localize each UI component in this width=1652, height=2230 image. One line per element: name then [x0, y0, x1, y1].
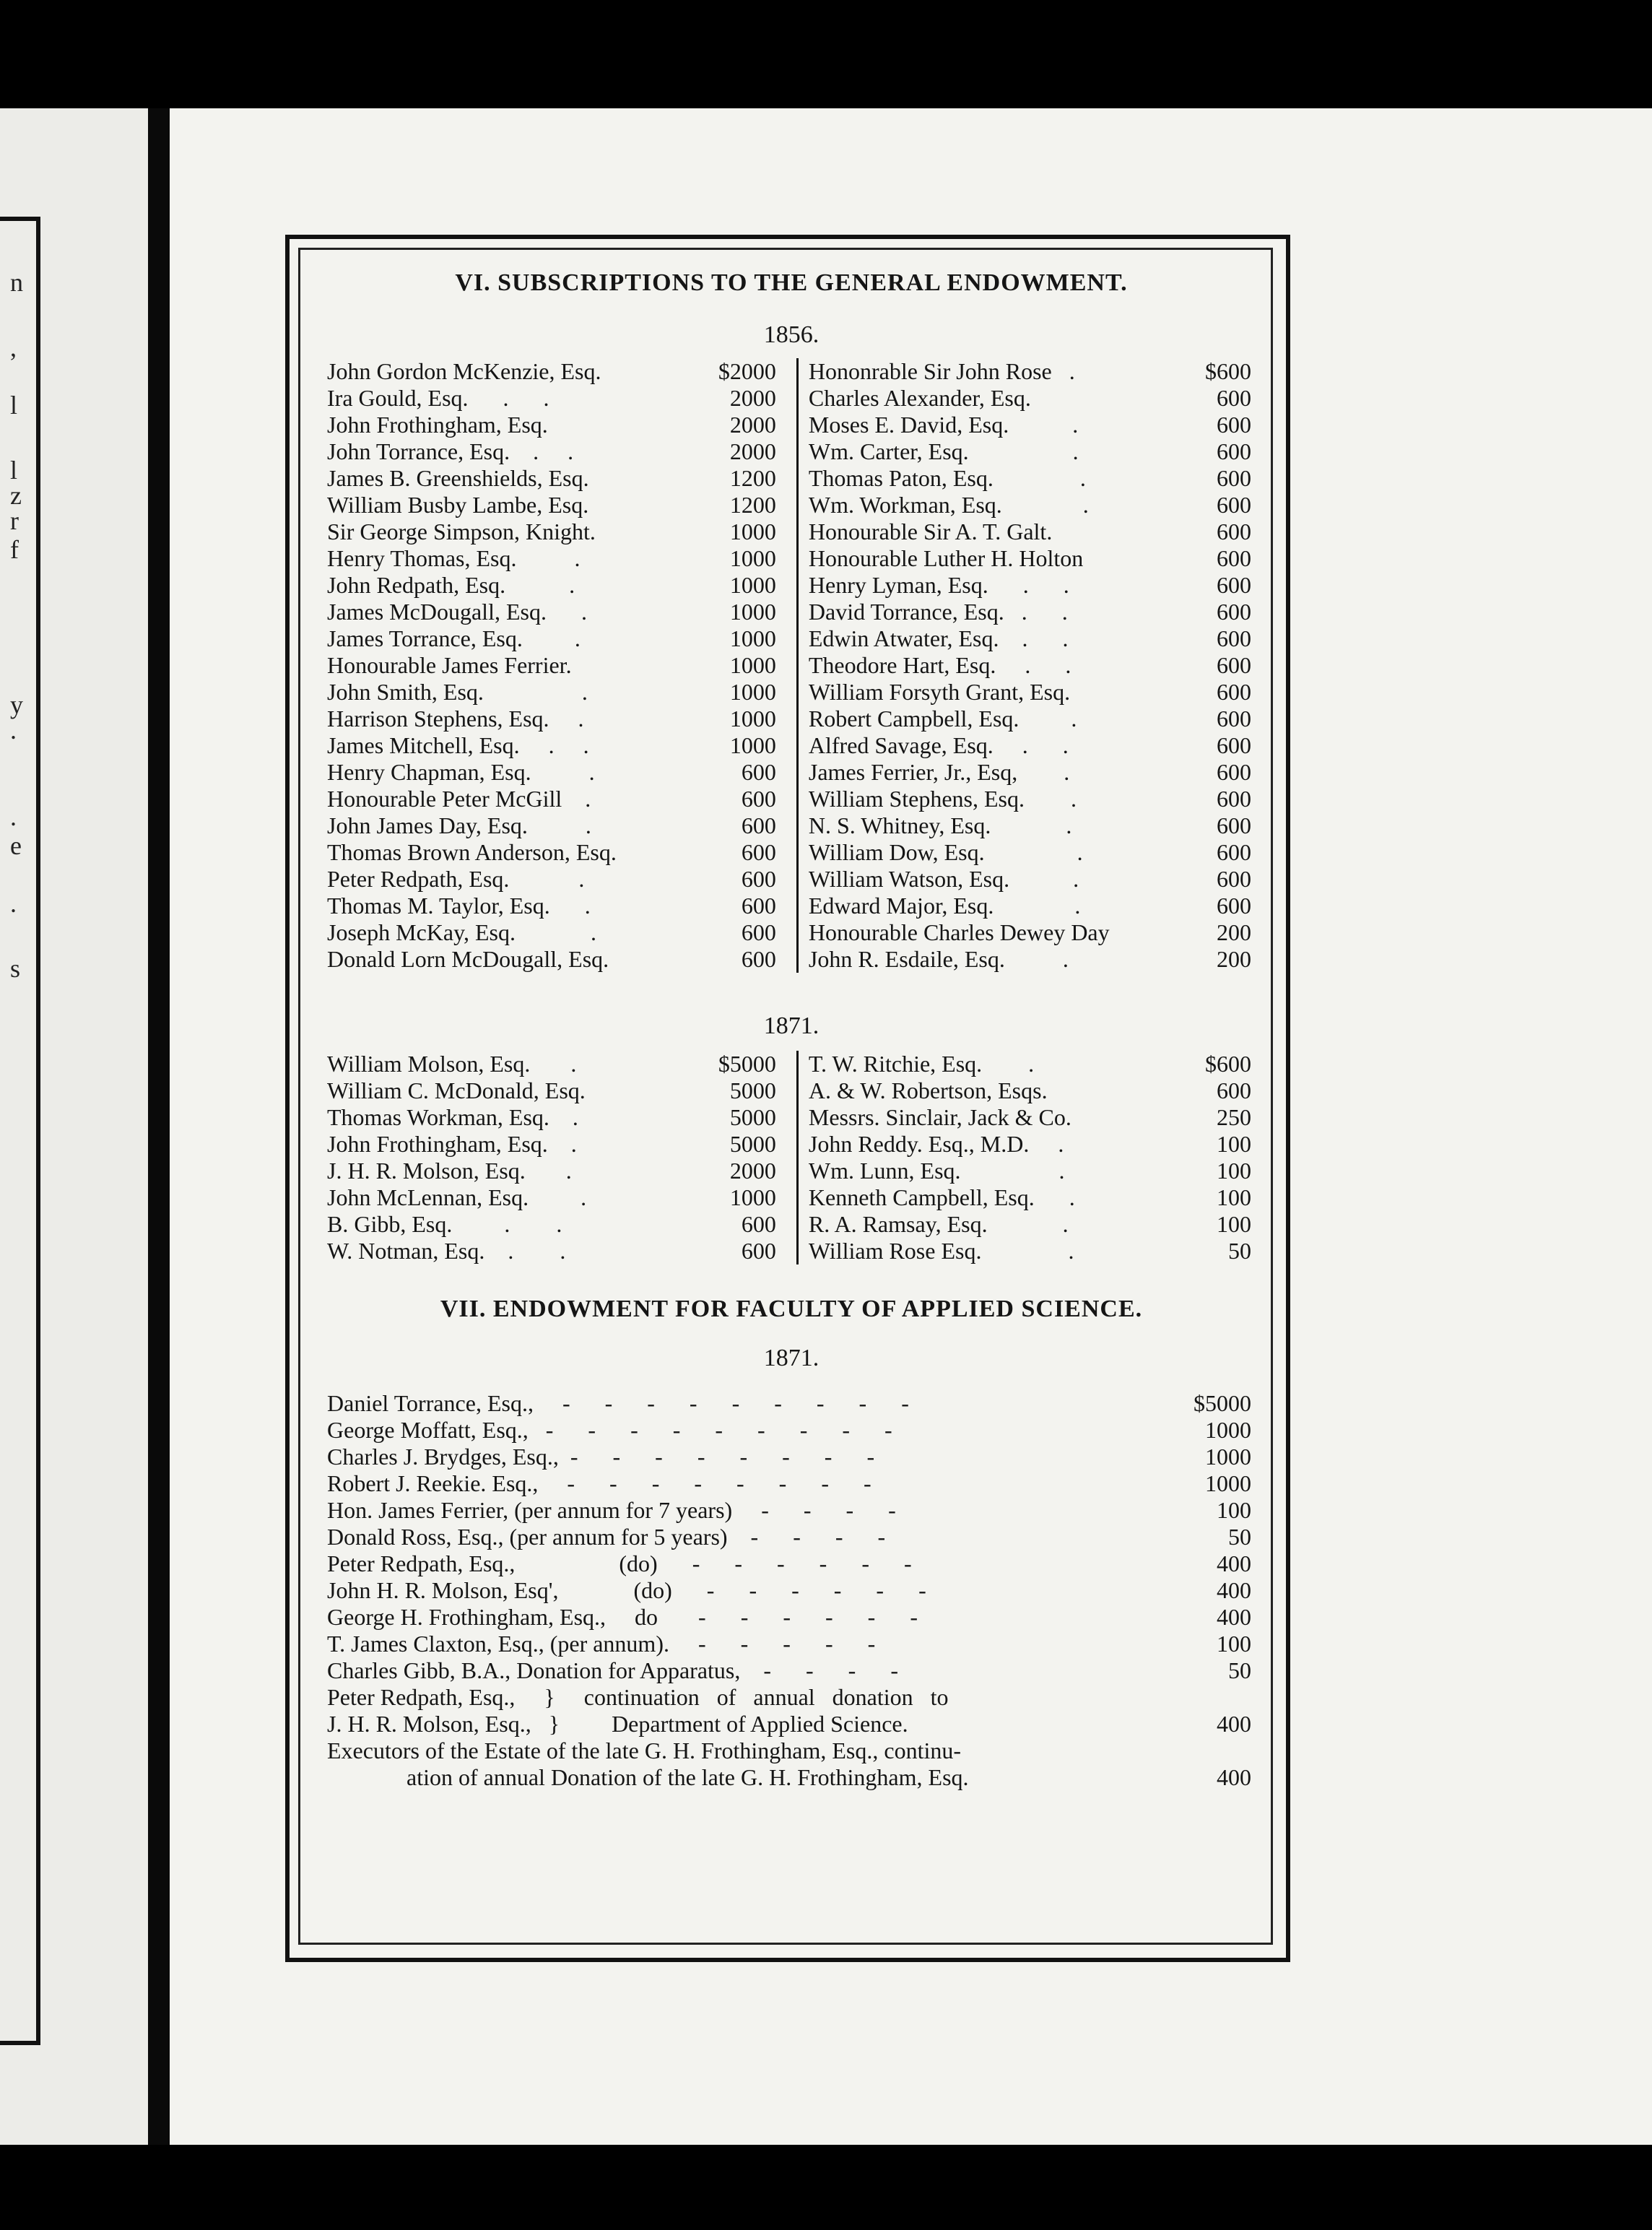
list-item — [809, 706, 1251, 732]
subscription-amount: 1000 — [1205, 1417, 1251, 1443]
list-item — [327, 732, 786, 759]
applied-science-endowment-list — [327, 1390, 1256, 1791]
subscriber-name: J. H. R. Molson, Esq. . — [327, 1158, 572, 1184]
subscription-amount: 1000 — [729, 519, 776, 545]
subscription-amount: 1200 — [729, 465, 776, 491]
subscription-amount: 600 — [1217, 679, 1251, 705]
list-item — [809, 438, 1251, 465]
subscription-amount: 1000 — [729, 625, 776, 651]
subscription-amount: 100 — [1217, 1158, 1251, 1184]
subscription-amount: 600 — [741, 812, 776, 838]
list-item — [327, 893, 786, 919]
subscriber-name: Honourable Charles Dewey Day — [808, 919, 1110, 945]
list-item — [809, 412, 1251, 438]
subscriber-name: William Stephens, Esq. . — [808, 786, 1077, 812]
subscription-amount: 600 — [741, 893, 776, 919]
subscriber-name: John H. R. Molson, Esq', (do) - - - - - - — [327, 1577, 926, 1603]
subscription-amount: 100 — [1217, 1497, 1251, 1523]
subscriber-name: Peter Redpath, Esq., (do) - - - - - - — [327, 1550, 912, 1576]
subscriber-name: John Redpath, Esq. . — [327, 572, 575, 598]
subscriber-name: Moses E. David, Esq. . — [808, 412, 1079, 438]
subscription-amount: 200 — [1217, 919, 1251, 945]
subscriber-name: George Moffatt, Esq., - - - - - - - - - — [327, 1417, 892, 1443]
subscription-amount: 600 — [741, 786, 776, 812]
list-item — [327, 545, 786, 572]
list-item — [809, 1158, 1251, 1184]
subscriber-name: John Frothingham, Esq. — [327, 412, 548, 438]
margin-mark: . — [10, 802, 17, 831]
year-heading: 1856. — [763, 321, 820, 348]
margin-mark: . — [10, 889, 17, 918]
subscription-amount: $600 — [1205, 358, 1251, 384]
list-item — [327, 919, 786, 946]
subscriber-name: Edwin Atwater, Esq. . . — [808, 625, 1069, 651]
list-item — [327, 1184, 786, 1211]
list-item — [327, 866, 786, 893]
list-item — [809, 679, 1251, 706]
subscription-amount: 2000 — [729, 438, 776, 464]
subscriptions-1856-right — [796, 358, 1256, 973]
subscriber-name: W. Notman, Esq. . . — [327, 1238, 566, 1264]
list-item — [327, 1390, 1251, 1417]
margin-mark: n — [10, 268, 23, 297]
list-item — [809, 866, 1251, 893]
subscription-amount: 600 — [1217, 572, 1251, 598]
subscription-amount: 1000 — [729, 732, 776, 758]
list-item — [809, 732, 1251, 759]
subscriber-name: Daniel Torrance, Esq., - - - - - - - - - — [327, 1390, 909, 1416]
list-item — [809, 1051, 1251, 1077]
list-item — [327, 519, 786, 545]
subscription-amount: 1000 — [729, 679, 776, 705]
margin-mark: l — [10, 456, 18, 485]
list-item — [327, 1577, 1251, 1604]
subscription-amount: 400 — [1217, 1550, 1251, 1576]
list-item — [327, 679, 786, 706]
year-heading: 1871. — [763, 1345, 820, 1371]
subscriber-name: Alfred Savage, Esq. . . — [808, 732, 1069, 758]
list-item — [327, 1444, 1251, 1470]
list-item — [327, 572, 786, 599]
subscription-amount: 600 — [1217, 465, 1251, 491]
subscriber-name: Honourable Luther H. Holton — [808, 545, 1084, 571]
subscription-amount: 600 — [741, 919, 776, 945]
subscription-amount: 600 — [1217, 732, 1251, 758]
subscriber-name: Charles Alexander, Esq. — [808, 385, 1031, 411]
list-item — [327, 385, 786, 412]
subscriber-name: George H. Frothingham, Esq., do - - - - - - — [327, 1604, 918, 1630]
list-item — [327, 1631, 1251, 1657]
subscription-amount: 100 — [1217, 1631, 1251, 1657]
subscription-amount: 1000 — [1205, 1444, 1251, 1470]
subscription-amount: 250 — [1217, 1104, 1251, 1130]
subscription-amount: 400 — [1217, 1711, 1251, 1737]
subscriber-name: William Dow, Esq. . — [808, 839, 1083, 865]
subscription-amount: $600 — [1205, 1051, 1251, 1077]
subscription-amount: 2000 — [729, 385, 776, 411]
subscriber-name: Thomas M. Taylor, Esq. . — [327, 893, 591, 919]
subscription-amount: 600 — [1217, 812, 1251, 838]
subscriber-name: James B. Greenshields, Esq. — [327, 465, 589, 491]
subscriber-name: T. James Claxton, Esq., (per annum). - - - - - — [327, 1631, 876, 1657]
subscriber-name: William Rose Esq. . — [808, 1238, 1074, 1264]
list-item — [327, 1417, 1251, 1444]
subscriber-name: J. H. R. Molson, Esq., } Department of Applied Science. — [327, 1711, 908, 1737]
subscription-amount: 600 — [1217, 893, 1251, 919]
list-item — [809, 545, 1251, 572]
list-item — [327, 1497, 1251, 1524]
subscription-amount: $2000 — [718, 358, 776, 384]
subscriber-name: Donald Lorn McDougall, Esq. — [327, 946, 609, 972]
list-item — [327, 946, 786, 973]
list-item — [327, 1657, 1251, 1684]
subscriber-name: John McLennan, Esq. . — [327, 1184, 587, 1210]
subscription-amount: 100 — [1217, 1131, 1251, 1157]
subscription-amount: 600 — [1217, 652, 1251, 678]
subscriber-name: Henry Lyman, Esq. . . — [808, 572, 1069, 598]
list-item — [327, 759, 786, 786]
page-gutter — [148, 108, 170, 2145]
list-item — [809, 1238, 1251, 1264]
subscription-amount: 2000 — [729, 1158, 776, 1184]
subscriber-name: Executors of the Estate of the late G. H. Frothingham, Esq., continu- — [327, 1737, 962, 1763]
subscription-amount: 600 — [741, 759, 776, 785]
subscription-amount: $5000 — [1194, 1390, 1251, 1416]
margin-mark: r — [10, 506, 19, 535]
list-item — [809, 625, 1251, 652]
subscriber-name: Charles J. Brydges, Esq., - - - - - - - - — [327, 1444, 875, 1470]
list-item — [809, 1211, 1251, 1238]
list-item — [327, 1550, 1251, 1577]
subscriber-name: Theodore Hart, Esq. . . — [808, 652, 1071, 678]
subscriptions-1871-left — [327, 1051, 796, 1264]
subscription-amount: $5000 — [718, 1051, 776, 1077]
subscriber-name: Peter Redpath, Esq., } continuation of annual donation to — [327, 1684, 949, 1710]
subscription-amount: 600 — [741, 1238, 776, 1264]
subscription-amount: 600 — [1217, 492, 1251, 518]
subscriber-name: Donald Ross, Esq., (per annum for 5 years) - - - - — [327, 1524, 886, 1550]
subscriber-name: James McDougall, Esq. . — [327, 599, 587, 625]
subscriber-name: N. S. Whitney, Esq. . — [808, 812, 1072, 838]
subscription-amount: 1000 — [1205, 1470, 1251, 1496]
subscription-amount: 1000 — [729, 545, 776, 571]
list-item — [327, 1131, 786, 1158]
subscriber-name: T. W. Ritchie, Esq. . — [808, 1051, 1035, 1077]
list-item — [327, 625, 786, 652]
list-item — [809, 919, 1251, 946]
subscriber-name: William Molson, Esq. . — [327, 1051, 577, 1077]
subscriber-name: Thomas Paton, Esq. . — [808, 465, 1086, 491]
list-item — [327, 438, 786, 465]
subscription-amount: 600 — [741, 866, 776, 892]
list-item — [809, 759, 1251, 786]
subscriber-name: Wm. Workman, Esq. . — [808, 492, 1089, 518]
section-heading: VI. SUBSCRIPTIONS TO THE GENERAL ENDOWMENT. — [455, 269, 1128, 296]
subscription-amount: 400 — [1217, 1577, 1251, 1603]
subscriber-name: John Reddy. Esq., M.D. . — [808, 1131, 1064, 1157]
list-item — [809, 385, 1251, 412]
list-item — [327, 1077, 786, 1104]
subscription-amount: 600 — [741, 839, 776, 865]
subscription-amount: 600 — [1217, 759, 1251, 785]
list-item — [327, 652, 786, 679]
list-item — [809, 812, 1251, 839]
subscriber-name: Honourable James Ferrier. — [327, 652, 572, 678]
subscription-amount: 1000 — [729, 652, 776, 678]
subscription-amount — [1188, 1684, 1251, 1711]
subscriber-name: Wm. Carter, Esq. . — [808, 438, 1079, 464]
subscriber-name: William Forsyth Grant, Esq. — [808, 679, 1071, 705]
subscriber-name: Honourable Sir A. T. Galt. — [808, 519, 1053, 545]
subscriber-name: John Frothingham, Esq. . — [327, 1131, 577, 1157]
list-item — [809, 1104, 1251, 1131]
subscription-amount: 600 — [1217, 866, 1251, 892]
subscriber-name: Wm. Lunn, Esq. . — [808, 1158, 1065, 1184]
list-item — [809, 1077, 1251, 1104]
subscription-amount: 600 — [1217, 519, 1251, 545]
subscriber-name: Honourable Peter McGill . — [327, 786, 591, 812]
subscriber-name: Edward Major, Esq. . — [808, 893, 1081, 919]
subscription-amount: 600 — [1217, 412, 1251, 438]
list-item — [327, 1158, 786, 1184]
subscriber-name: William C. McDonald, Esq. — [327, 1077, 586, 1103]
subscription-amount: 5000 — [729, 1131, 776, 1157]
list-item — [327, 812, 786, 839]
subscription-amount: 2000 — [729, 412, 776, 438]
subscriptions-1856-left — [327, 358, 796, 973]
margin-mark: , — [10, 333, 17, 362]
subscription-amount: 600 — [1217, 625, 1251, 651]
subscription-amount: 600 — [741, 946, 776, 972]
subscription-amount: 100 — [1217, 1211, 1251, 1237]
subscriber-name: Harrison Stephens, Esq. . — [327, 706, 584, 732]
list-item — [327, 1211, 786, 1238]
subscriber-name: Robert J. Reekie. Esq., - - - - - - - - — [327, 1470, 871, 1496]
subscriber-name: Hon. James Ferrier, (per annum for 7 years) - - - - — [327, 1497, 896, 1523]
list-item — [809, 358, 1251, 385]
subscriber-name: Charles Gibb, B.A., Donation for Apparatus, - - - - — [327, 1657, 898, 1683]
subscription-amount: 600 — [1217, 385, 1251, 411]
subscription-amount: 1000 — [729, 572, 776, 598]
subscriber-name: Joseph McKay, Esq. . — [327, 919, 596, 945]
subscriber-name: John James Day, Esq. . — [327, 812, 591, 838]
subscription-amount: 1000 — [729, 706, 776, 732]
margin-mark: y — [10, 690, 23, 719]
list-item — [327, 1524, 1251, 1550]
subscription-amount: 600 — [1217, 839, 1251, 865]
subscriber-name: Thomas Brown Anderson, Esq. — [327, 839, 617, 865]
subscription-amount: 1000 — [729, 599, 776, 625]
list-item — [327, 1604, 1251, 1631]
subscription-amount: 600 — [741, 1211, 776, 1237]
list-item — [809, 839, 1251, 866]
page-content — [327, 246, 1256, 1791]
subscription-amount: 600 — [1217, 1077, 1251, 1103]
list-item — [327, 465, 786, 492]
subscription-amount: 600 — [1217, 786, 1251, 812]
list-item — [327, 599, 786, 625]
subscription-amount: 600 — [1217, 706, 1251, 732]
list-item — [327, 786, 786, 812]
subscription-amount: 100 — [1217, 1184, 1251, 1210]
subscription-amount: 1200 — [729, 492, 776, 518]
list-item — [327, 358, 786, 385]
subscription-amount — [1188, 1737, 1251, 1764]
list-item — [327, 1737, 1251, 1764]
list-item — [809, 652, 1251, 679]
subscriber-name: A. & W. Robertson, Esqs. — [808, 1077, 1048, 1103]
subscription-amount: 400 — [1217, 1604, 1251, 1630]
list-item — [327, 492, 786, 519]
subscriber-name: R. A. Ramsay, Esq. . — [808, 1211, 1069, 1237]
subscriptions-1856 — [327, 358, 1256, 973]
subscriber-name: Messrs. Sinclair, Jack & Co. — [808, 1104, 1071, 1130]
list-item — [327, 1051, 786, 1077]
section-heading: VII. ENDOWMENT FOR FACULTY OF APPLIED SCIENCE. — [440, 1296, 1143, 1322]
list-item — [327, 839, 786, 866]
subscriber-name: John Smith, Esq. . — [327, 679, 588, 705]
subscriber-name: John Torrance, Esq. . . — [327, 438, 574, 464]
subscriber-name: Henry Thomas, Esq. . — [327, 545, 581, 571]
subscriber-name: Peter Redpath, Esq. . — [327, 866, 585, 892]
list-item — [809, 1131, 1251, 1158]
subscriber-name: ation of annual Donation of the late G. H. Frothingham, Esq. — [407, 1764, 969, 1790]
subscription-amount: 50 — [1228, 1657, 1251, 1683]
subscription-amount: 600 — [1217, 438, 1251, 464]
list-item — [809, 1184, 1251, 1211]
subscriptions-1871-right — [796, 1051, 1256, 1264]
subscriptions-1871 — [327, 1051, 1256, 1264]
subscriber-name: B. Gibb, Esq. . . — [327, 1211, 562, 1237]
subscriber-name: John Gordon McKenzie, Esq. — [327, 358, 601, 384]
list-item — [327, 1711, 1251, 1737]
subscriber-name: Robert Campbell, Esq. . — [808, 706, 1077, 732]
subscriber-name: Kenneth Campbell, Esq. . — [808, 1184, 1075, 1210]
subscriber-name: Hononrable Sir John Rose . — [808, 358, 1075, 384]
subscriber-name: David Torrance, Esq. . . — [808, 599, 1068, 625]
list-item — [327, 1104, 786, 1131]
subscription-amount: 50 — [1228, 1238, 1251, 1264]
list-item — [327, 1764, 1251, 1791]
subscriber-name: Henry Chapman, Esq. . — [327, 759, 595, 785]
left-page-edge — [0, 108, 148, 2145]
year-heading: 1871. — [763, 1012, 820, 1039]
subscription-amount: 50 — [1228, 1524, 1251, 1550]
subscription-amount: 5000 — [729, 1077, 776, 1103]
margin-mark: f — [10, 535, 19, 564]
margin-mark: . — [10, 716, 17, 745]
subscription-amount: 1000 — [729, 1184, 776, 1210]
list-item — [809, 599, 1251, 625]
list-item — [327, 1238, 786, 1264]
list-item — [809, 465, 1251, 492]
margin-mark: s — [10, 954, 21, 983]
subscriber-name: Thomas Workman, Esq. . — [327, 1104, 578, 1130]
subscription-amount: 5000 — [729, 1104, 776, 1130]
subscriber-name: William Watson, Esq. . — [808, 866, 1079, 892]
subscriber-name: Sir George Simpson, Knight. — [327, 519, 596, 545]
list-item — [809, 519, 1251, 545]
list-item — [809, 946, 1251, 973]
subscriber-name: William Busby Lambe, Esq. — [327, 492, 589, 518]
subscription-amount: 400 — [1217, 1764, 1251, 1790]
subscriber-name: James Torrance, Esq. . — [327, 625, 581, 651]
subscription-amount: 600 — [1217, 545, 1251, 571]
margin-mark: e — [10, 831, 22, 860]
subscriber-name: James Mitchell, Esq. . . — [327, 732, 589, 758]
subscription-amount: 200 — [1217, 946, 1251, 972]
list-item — [809, 893, 1251, 919]
list-item — [327, 1684, 1251, 1711]
document-page — [170, 108, 1652, 2145]
subscription-amount: 600 — [1217, 599, 1251, 625]
list-item — [327, 412, 786, 438]
margin-mark: l — [10, 391, 18, 420]
margin-mark: z — [10, 481, 22, 510]
subscriber-name: Ira Gould, Esq. . . — [327, 385, 549, 411]
list-item — [327, 1470, 1251, 1497]
subscriber-name: James Ferrier, Jr., Esq, . — [808, 759, 1070, 785]
list-item — [809, 492, 1251, 519]
list-item — [327, 706, 786, 732]
subscriber-name: John R. Esdaile, Esq. . — [808, 946, 1069, 972]
list-item — [809, 572, 1251, 599]
list-item — [809, 786, 1251, 812]
